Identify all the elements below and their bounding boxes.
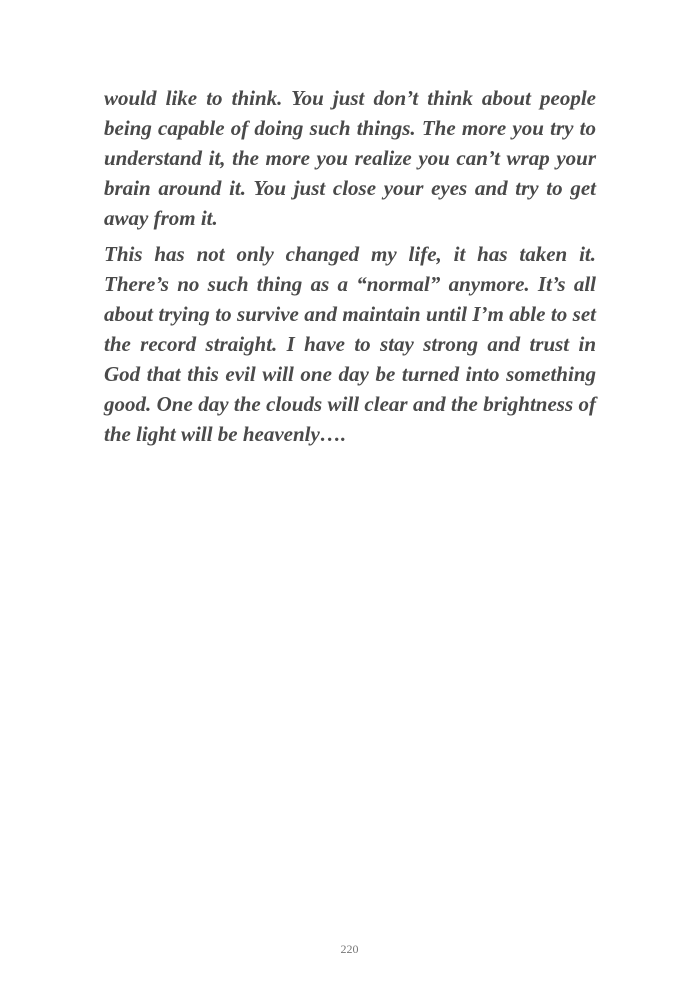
body-text bbox=[104, 83, 596, 455]
paragraph-2: This has not only changed my life, it has taken it. There’s no such thing as a “normal” anymore. It’s all about trying to survive and maintain until I’m able to set the record straight. I have to stay strong and trust in God that this evil will one day be turned into something good. One day the clouds will clear and the brightness of the light will be heavenly…. bbox=[104, 242, 596, 446]
paragraph-1: would like to think. You just don’t think about people being capable of doing such things. The more you try to understand it, the more you realize you can’t wrap your brain around it. You just close your eyes and try to get away from it. bbox=[104, 86, 596, 230]
page-number: 220 bbox=[340, 942, 359, 956]
